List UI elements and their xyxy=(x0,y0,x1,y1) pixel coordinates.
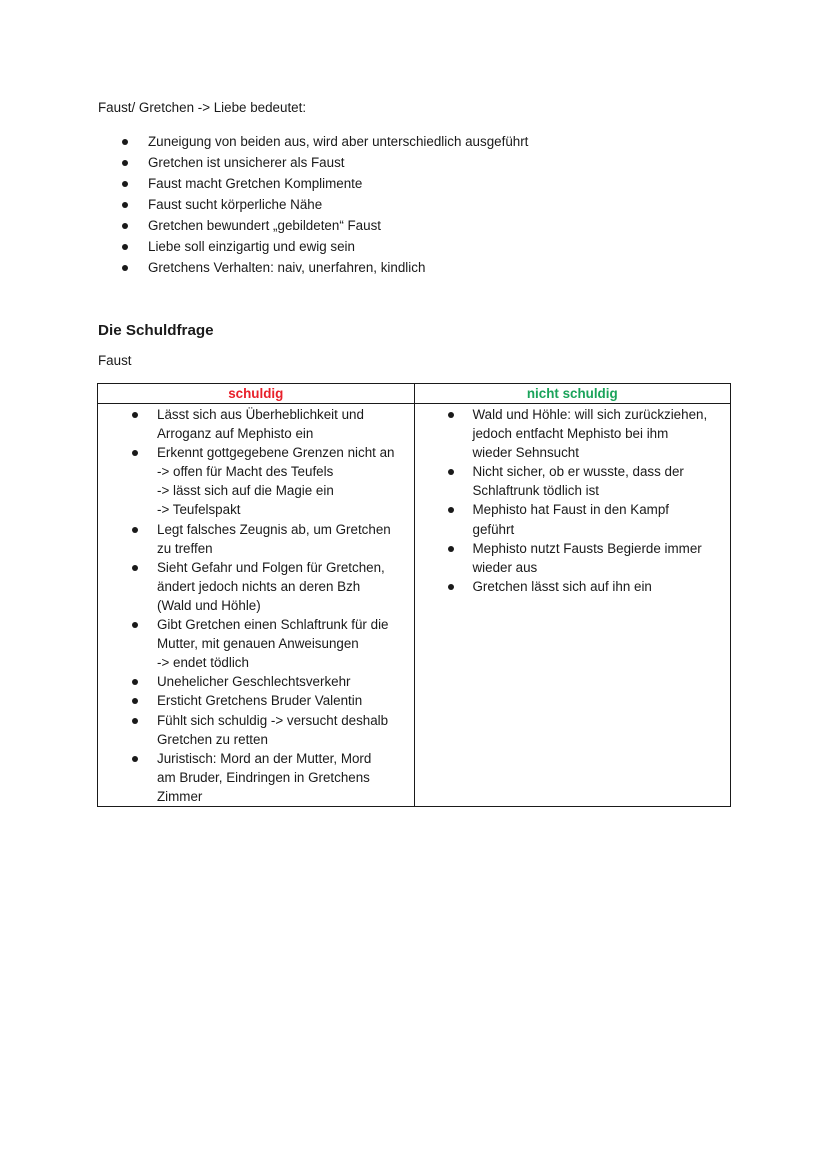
list-item xyxy=(98,672,414,691)
list-item-line: Lässt sich aus Überheblichkeit und xyxy=(157,407,364,422)
list-item xyxy=(98,520,414,558)
list-item-line: Arroganz auf Mephisto ein xyxy=(157,426,314,442)
list-item-line: -> endet tödlich xyxy=(157,655,249,671)
list-item-line: Zimmer xyxy=(157,788,203,804)
list-item: Faust sucht körperliche Nähe xyxy=(98,194,528,215)
section-title: Die Schuldfrage xyxy=(98,322,214,339)
list-item: Gretchen ist unsicherer als Faust xyxy=(98,152,528,173)
list-item xyxy=(415,539,731,577)
list-item xyxy=(98,615,414,672)
list-item xyxy=(98,443,414,519)
list-item xyxy=(98,405,414,443)
list-item-line: Gibt Gretchen einen Schlaftrunk für die xyxy=(157,617,389,633)
list-item-line: Mephisto nutzt Fausts Begierde immer xyxy=(472,540,702,556)
list-item-line: -> lässt sich auf die Magie ein xyxy=(157,483,334,499)
list-item: Gretchens Verhalten: naiv, unerfahren, kindlich xyxy=(98,257,528,278)
list-item-line: Ersticht Gretchens Bruder Valentin xyxy=(157,693,363,709)
list-item-line: (Wald und Höhle) xyxy=(157,597,261,613)
list-item-line: Nicht sicher, ob er wusste, dass der xyxy=(472,464,684,480)
guilty-list xyxy=(98,404,414,806)
list-item xyxy=(415,577,731,596)
guilty-cell xyxy=(98,404,415,807)
list-item xyxy=(415,405,731,462)
not-guilty-cell xyxy=(414,404,731,807)
list-item xyxy=(415,500,731,538)
guilt-table xyxy=(97,383,731,807)
love-bullet-list xyxy=(98,131,528,278)
list-item-line: Gretchen lässt sich auf ihn ein xyxy=(472,578,652,594)
list-item xyxy=(98,691,414,710)
list-item-line: wieder aus xyxy=(472,559,538,575)
section-subject: Faust xyxy=(98,353,132,368)
list-item-line: geführt xyxy=(472,521,515,537)
list-item-line: Fühlt sich schuldig -> versucht deshalb xyxy=(157,712,389,728)
list-item-line: jedoch entfacht Mephisto bei ihm xyxy=(472,426,669,442)
list-item xyxy=(98,749,414,806)
table-header-row xyxy=(98,384,731,404)
list-item-line: Wald und Höhle: will sich zurückziehen, xyxy=(472,407,708,422)
list-item-line: ändert jedoch nichts an deren Bzh xyxy=(157,578,361,594)
list-item: Gretchen bewundert „gebildeten“ Faust xyxy=(98,215,528,236)
list-item-line: Mutter, mit genauen Anweisungen xyxy=(157,636,359,652)
list-item-line: Schlaftrunk tödlich ist xyxy=(472,483,600,499)
list-item xyxy=(98,711,414,749)
list-item-line: zu treffen xyxy=(157,540,213,556)
list-item-line: am Bruder, Eindringen in Gretchens xyxy=(157,769,370,785)
list-item-line: Erkennt gottgegebene Grenzen nicht an xyxy=(157,445,395,461)
list-item-line: Sieht Gefahr und Folgen für Gretchen, xyxy=(157,559,385,575)
list-item-line: Legt falsches Zeugnis ab, um Gretchen xyxy=(157,521,391,537)
table-row xyxy=(98,404,731,807)
list-item-line: -> offen für Macht des Teufels xyxy=(157,464,334,480)
list-item-line: Mephisto hat Faust in den Kampf xyxy=(472,502,670,518)
list-item-line: Juristisch: Mord an der Mutter, Mord xyxy=(157,750,372,766)
list-item-line: wieder Sehnsucht xyxy=(472,445,579,461)
list-item: Faust macht Gretchen Komplimente xyxy=(98,173,528,194)
header-not-guilty: nicht schuldig xyxy=(414,384,731,404)
not-guilty-list xyxy=(415,404,731,596)
list-item-line: -> Teufelspakt xyxy=(157,502,241,518)
list-item xyxy=(415,462,731,500)
list-item: Liebe soll einzigartig und ewig sein xyxy=(98,236,528,257)
list-item xyxy=(98,558,414,615)
list-item-line: Unehelicher Geschlechtsverkehr xyxy=(157,674,351,690)
list-item-line: Gretchen zu retten xyxy=(157,731,268,747)
list-item: Zuneigung von beiden aus, wird aber unterschiedlich ausgeführt xyxy=(98,131,528,152)
header-guilty: schuldig xyxy=(98,384,415,404)
intro-heading: Faust/ Gretchen -> Liebe bedeutet: xyxy=(98,100,307,115)
